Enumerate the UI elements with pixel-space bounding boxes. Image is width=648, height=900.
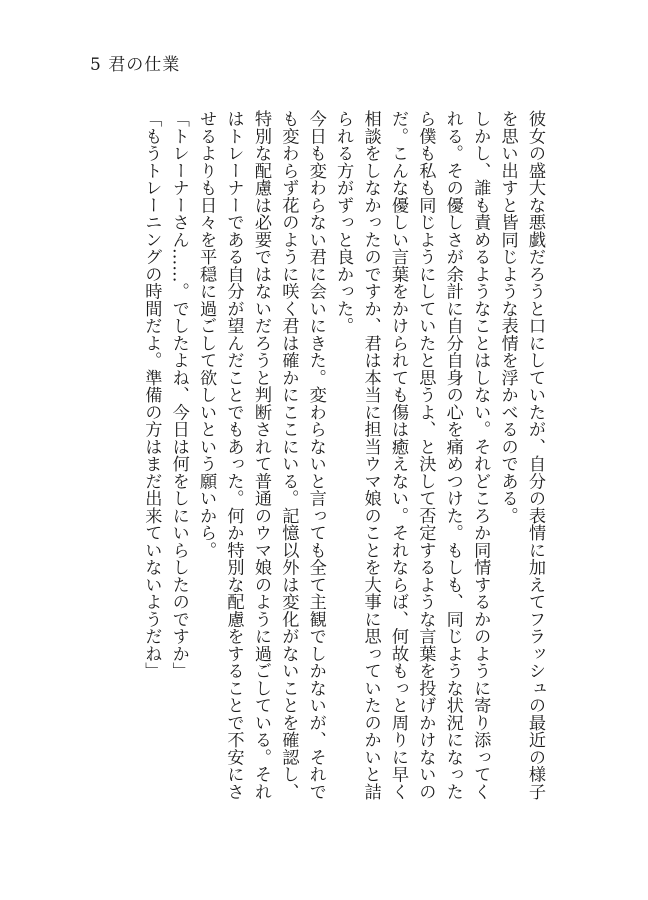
paragraph-2: しかし、誰も責めるようなことはしない。それどころか同情するかのように寄り添ってくれる。その優しさが余計に自分自身の心を痛めつけた。もしも、同じような状況になったら僕も私も同じようにしていたと思うよ、と決して否定するような言葉を投げかけないのだ。こんな優しい言葉をかけられても傷は癒えない。それならば、何故もっと周りに早く相談をしなかったのですか、君は本当に担当ウマ娘のことを大事に思っていたのかいと詰られる方がずっと良かった。 [333, 110, 491, 800]
dialogue-line-2: 「もうトレーニングの時間だよ。準備の方はまだ出来ていないようだね」 [141, 110, 162, 680]
chapter-header: 5 君の仕業 [90, 55, 181, 75]
paragraph-1: 彼女の盛大な悪戯だろうと口にしていたが、自分の表情に加えてフラッシュの最近の様子を思い出すと皆同じような表情を浮かべるのである。 [497, 110, 545, 800]
vertical-body-text [88, 110, 548, 815]
paragraph-3: 今日も変わらない君に会いにきた。変わらないと言っても全て主観でしかないが、それでも変わらず花のように咲く君は確かにここにいる。記憶以外は変化がないことを確認し、特別な配慮は必要ではないだろうと判断されて普通のウマ娘のように過ごしている。それはトレーナーである自分が望んだことでもあった。何か特別な配慮をすることで不安にさせるよりも日々を平穏に過ごして欲しいという願いから。 [196, 110, 326, 800]
dialogue-line-1: 「トレーナーさん……。でしたよね、今日は何をしにいらしたのですか」 [168, 110, 189, 680]
